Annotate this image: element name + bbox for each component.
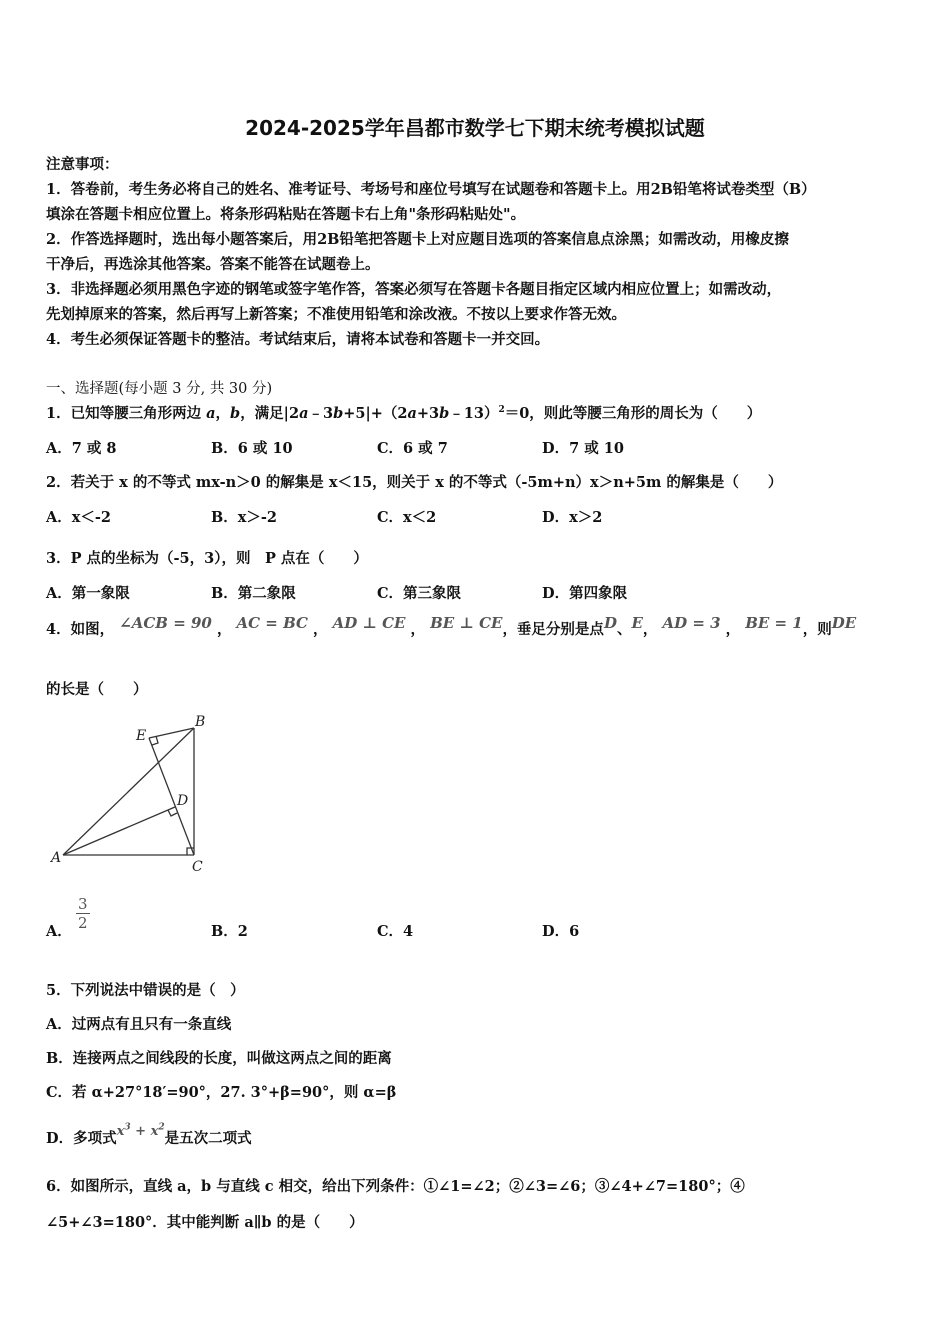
notice-line: 先划掉原来的答案，然后再写上新答案；不准使用铅笔和涂改液。不按以上要求作答无效。 xyxy=(46,306,626,323)
option-b: B．6 或 10 xyxy=(211,440,293,457)
option-b: B．第二象限 xyxy=(211,585,296,602)
question-6-continued: ∠5+∠3=180°．其中能判断 a∥b 的是（ ） xyxy=(46,1214,364,1231)
fraction-three-halves: $\frac{3}{2}$ xyxy=(78,895,88,932)
question-4: 4．如图， ∠ACB = 90 ， AC = BC ， AD ⊥ CE ， BE ⊥ CE，垂足分别是点D、E， AD = 3 ， BE = 1，则DE xyxy=(46,614,857,638)
label-a: A xyxy=(51,850,62,866)
notice-line: 2．作答选择题时，选出每小题答案后，用2B铅笔把答题卡上对应题目选项的答案信息点涂黑；如需改动，用橡皮擦 xyxy=(46,231,789,248)
option-d: D．x＞2 xyxy=(542,509,603,526)
option-a: A．x＜-2 xyxy=(46,509,112,526)
question-3: 3．P 点的坐标为（-5，3），则 P 点在（ ） xyxy=(46,550,368,567)
label-d: D xyxy=(177,793,189,809)
option-d: D．6 xyxy=(542,923,580,940)
question-1: 1．已知等腰三角形两边 a，b，满足|2a﹣3b+5|+（2a+3b﹣13）$^2$＝0，则此等腰三角形的周长为（ ） xyxy=(46,405,762,422)
notice-line: 4．考生必须保证答题卡的整洁。考试结束后，请将本试卷和答题卡一并交回。 xyxy=(46,331,550,348)
question-4-continued: 的长是（ ） xyxy=(46,681,148,698)
option-c: C．第三象限 xyxy=(377,585,462,602)
label-b: B xyxy=(195,714,206,730)
page-title: 2024-2025学年昌都市数学七下期末统考模拟试题 xyxy=(245,116,705,140)
triangle-figure xyxy=(46,708,216,878)
segment-ad xyxy=(63,807,175,855)
question-5: 5．下列说法中错误的是（ ） xyxy=(46,982,245,999)
option-c: C．x＜2 xyxy=(377,509,437,526)
option-a: A．7 或 8 xyxy=(46,440,117,457)
option-a: A． xyxy=(46,923,72,940)
segment-ab xyxy=(63,728,194,855)
label-e: E xyxy=(136,728,147,744)
option-b: B．连接两点之间线段的长度，叫做这两点之间的距离 xyxy=(46,1050,392,1067)
notice-line: 3．非选择题必须用黑色字迹的钢笔或签字笔作答，答案必须写在答题卡各题目指定区域内相应位置上；如需改动， xyxy=(46,281,782,298)
question-6: 6．如图所示，直线 a，b 与直线 c 相交，给出下列条件：①∠1=∠2；②∠3=∠6；③∠4+∠7=180°；④ xyxy=(46,1178,745,1195)
notice-heading: 注意事项： xyxy=(46,156,119,173)
option-a: A．第一象限 xyxy=(46,585,130,602)
option-b: B．2 xyxy=(211,923,248,940)
option-a: A．过两点有且只有一条直线 xyxy=(46,1016,232,1033)
option-c: C．6 或 7 xyxy=(377,440,448,457)
right-angle-d xyxy=(168,810,177,816)
question-2: 2．若关于 x 的不等式 mx-n＞0 的解集是 x＜15，则关于 x 的不等式（-5m+n）x＞n+5m 的解集是（ ） xyxy=(46,474,783,491)
option-d: D．7 或 10 xyxy=(542,440,624,457)
notice-line: 1．答卷前，考生务必将自己的姓名、准考证号、考场号和座位号填写在试题卷和答题卡上。用2B铅笔将试卷类型（B） xyxy=(46,181,816,198)
option-c: C．4 xyxy=(377,923,414,940)
notice-line: 干净后，再选涂其他答案。答案不能答在试题卷上。 xyxy=(46,256,380,273)
section-heading: 一、选择题(每小题 3 分, 共 30 分) xyxy=(46,381,273,397)
option-d: D．多项式$x^3 + x^2$是五次二项式 xyxy=(46,1122,252,1147)
notice-line: 填涂在答题卡相应位置上。将条形码粘贴在答题卡右上角"条形码粘贴处"。 xyxy=(46,206,526,223)
option-c: C．若 α+27°18′=90°，27. 3°+β=90°，则 α=β xyxy=(46,1084,397,1101)
option-b: B．x＞-2 xyxy=(211,509,278,526)
option-d: D．第四象限 xyxy=(542,585,628,602)
label-c: C xyxy=(192,859,203,875)
